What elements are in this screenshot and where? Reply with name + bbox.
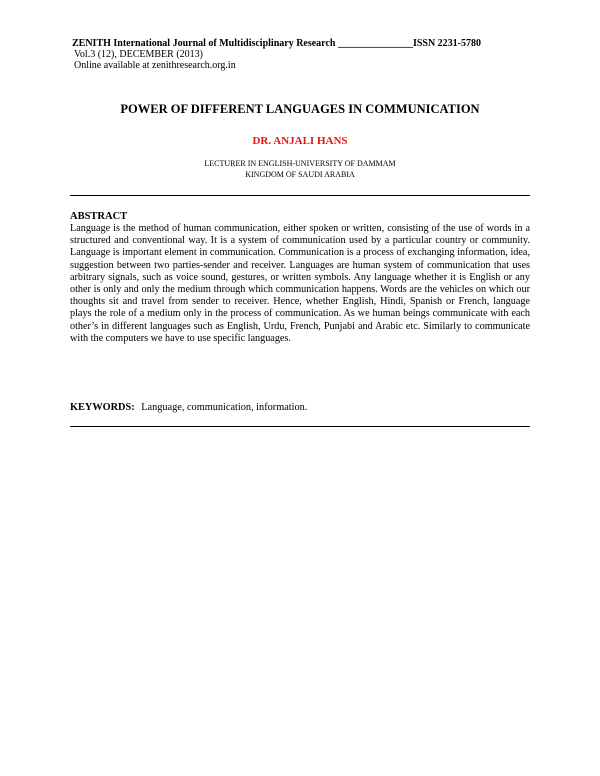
author-name: DR. ANJALI HANS <box>252 135 348 147</box>
journal-name-line: ZENITH International Journal of Multidisciplinary Research _______________ISSN 2231-5780 <box>72 38 482 49</box>
affiliation-line: LECTURER IN ENGLISH-UNIVERSITY OF DAMMAM <box>204 159 396 168</box>
abstract-heading: ABSTRACT <box>70 211 128 222</box>
top-divider <box>70 195 530 196</box>
keywords-section <box>70 402 530 414</box>
abstract-body: Language is the method of human communication, either spoken or written, consisting of the use of words in a structured and conventional way. It is a system of communication used by a particular country or community. Language is important element in communication. Communication is a process of exchanging information, idea, suggestion between two parties-sender and receiver. Languages are human system of communication that uses arbitrary signals, such as voice sound, gestures, or written symbols. Any language whether it is English or any other is only and only the medium through which communication happens. Words are the vehicles on which our thoughts sit and travel from sender to receiver. Hence, whether English, Hindi, Spanish or French, language plays the role of a medium only in the process of communication. As we human beings communicate with each other’s in different languages such as English, Urdu, French, Punjabi and Arabic etc. Similarly to communicate with the computers we have to use specific languages. <box>70 223 530 344</box>
bottom-divider <box>70 426 530 427</box>
affiliation-line: KINGDOM OF SAUDI ARABIA <box>245 170 355 179</box>
online-availability-line: Online available at zenithresearch.org.in <box>74 60 236 71</box>
paper-title: POWER OF DIFFERENT LANGUAGES IN COMMUNICATION <box>120 102 480 116</box>
journal-header <box>72 38 542 71</box>
author-affiliation <box>0 158 600 180</box>
volume-line: Vol.3 (12), DECEMBER (2013) <box>74 49 203 60</box>
keywords-label: KEYWORDS: <box>70 402 135 413</box>
keywords-text: Language, communication, information. <box>141 402 308 413</box>
